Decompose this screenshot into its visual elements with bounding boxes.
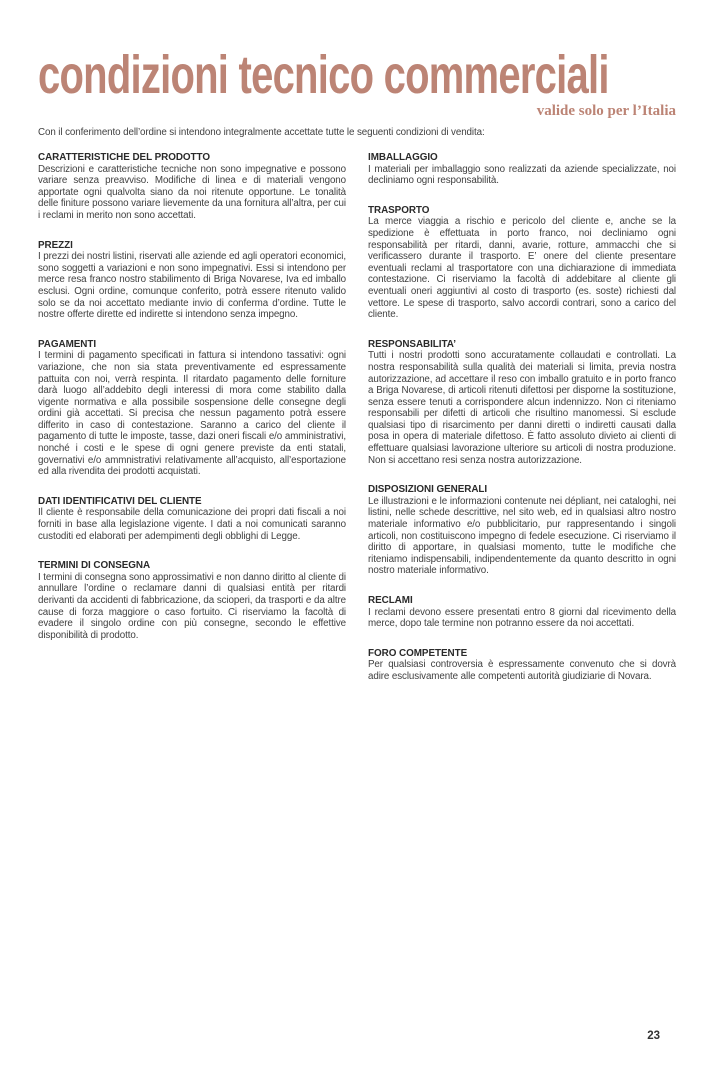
section-dati-identificativi-del-cliente <box>38 496 346 542</box>
section-trasporto <box>368 205 676 321</box>
section-body: Le illustrazioni e le informazioni contenute nei dépliant, nei cataloghi, nei listini, nelle schede descrittive, nel sito web, ed in qualsiasi altro nostro materiale informativo e/o pubblicitario, pur rappresentando i singoli articoli, non costituiscono impegno di fedele esecuzione. Ci riserviamo il diritto di apportare, in qualsiasi momento, tutte le modifiche che riteniamo indispensabili, indipendentemente da quanto descritto in ogni nostro materiale informativo. <box>368 495 676 577</box>
section-body: Tutti i nostri prodotti sono accuratamente collaudati e controllati. La nostra responsabilità sulla qualità dei materiali si limita, previa nostra autorizzazione, ad accettare il reso con imballo gratuito e in porto franco a Briga Novarese, di articoli ritenuti difettosi per disporne la sostituzione, senza essere tenuti a corrispondere alcun indennizzo. Non ci riteniamo responsabili per difetti di articoli che risultino manomessi. Si esclude qualsiasi tipo di risarcimento per danni diretti o indiretti causati dalla posa in opera di materiale difettoso. È fatto assoluto divieto ai clienti di effettuare qualsiasi lavorazione ulteriore su articoli di nostra produzione. Non si accettano resi senza nostra autorizzazione. <box>368 350 676 466</box>
section-reclami <box>368 595 676 630</box>
section-body: I materiali per imballaggio sono realizzati da aziende specializzate, noi decliniamo ogni responsabilità. <box>368 163 676 187</box>
section-imballaggio <box>368 152 676 187</box>
section-heading: DISPOSIZIONI GENERALI <box>368 484 488 496</box>
intro-line: Con il conferimento dell’ordine si intendono integralmente accettate tutte le seguenti condizioni di vendita: <box>38 127 485 138</box>
right-column <box>368 152 676 701</box>
section-heading: PREZZI <box>38 239 73 251</box>
section-caratteristiche-del-prodotto <box>38 152 346 222</box>
section-body: Per qualsiasi controversia è espressamente convenuto che si dovrà adire esclusivamente alle competenti autorità giudiziarie di Novara. <box>368 659 676 682</box>
section-heading: PAGAMENTI <box>38 338 97 350</box>
section-heading: RECLAMI <box>368 595 413 606</box>
section-heading: CARATTERISTICHE DEL PRODOTTO <box>38 152 210 163</box>
page-subtitle: valide solo per l’Italia <box>536 103 676 119</box>
section-body: I prezzi dei nostri listini, riservati alle aziende ed agli operatori economici, sono soggetti a variazioni e non sono impegnativi. Essi si intendono per merce resa franco nostro stabilimento di Briga Novarese, Iva ed imballo esclusi. Ogni ordine, comunque conferito, potrà essere ritenuto valido solo se da noi accettato mediante invio di conferma d’ordine. Tutte le nostre offerte dirette ed indirette si intendono senza impegno. <box>38 251 346 321</box>
page-title: condizioni tecnico commerciali <box>38 45 609 105</box>
section-heading: RESPONSABILITA’ <box>368 338 456 350</box>
section-heading: TRASPORTO <box>368 204 430 216</box>
section-heading: IMBALLAGGIO <box>368 152 438 163</box>
section-prezzi <box>38 240 346 321</box>
section-body: I termini di pagamento specificati in fattura si intendono tassativi: ogni variazione, che non sia stata preventivamente ed espressamente pattuita con noi, verrà respinta. Il ritardato pagamento delle forniture darà luogo all’addebito degli interessi di mora come stabilito dalla vigente normativa e alla possibile sospensione delle consegne degli ordini già accettati. Si precisa che nessun pagamento potrà essere differito in caso di contestazione. Saranno a carico del cliente il pagamento di tutte le imposte, tasse, dazi oneri fiscali e/o amministrativi, nonché i costi e le spese di ogni genere previste da enti statali, governativi e/o ammnistrativi relativamente all’acquisto, all’esportazione ed alla rivendita dei prodotti acquistati. <box>38 350 346 478</box>
section-foro-competente <box>368 648 676 683</box>
section-body: La merce viaggia a rischio e pericolo del cliente e, anche se la spedizione è effettuata in porto franco, noi decliniamo ogni responsabilità per ritardi, danni, avarie, rotture, ammacchi che si verificassero durante il trasporto. E’ onere del cliente presentare eventuali reclami al trasportatore con una dichiarazione di immediata contestazione. Ci riserviamo la facoltà di addebitare al cliente gli eventuali oneri aggiuntivi al costo di trasporto (es. soste) richiesti dal vettore. Le spese di trasporto, salvo accordi contrari, sono a carico del cliente. <box>368 216 676 321</box>
section-heading: TERMINI DI CONSEGNA <box>38 560 151 572</box>
section-body: Il cliente è responsabile della comunicazione dei propri dati fiscali a noi forniti in base alla legislazione vigente. I dati a noi comunicati saranno custoditi ed elaborati per adempimenti degli obblighi di Legge. <box>38 507 346 542</box>
section-heading: DATI IDENTIFICATIVI DEL CLIENTE <box>38 495 202 507</box>
section-body: Descrizioni e caratteristiche tecniche non sono impegnative e possono variare senza preavviso. Modifiche di linea e di materiali vengono apportate ogni qualvolta siano da noi ritenute opportune. Le tonalità delle finiture possono variare lievemente da una fornitura all’altra, per cui i reclami in merito non sono accettati. <box>38 163 346 221</box>
page-number: 23 <box>647 1030 660 1042</box>
section-termini-di-consegna <box>38 560 346 641</box>
section-body: I termini di consegna sono approssimativi e non danno diritto al cliente di annullare l’ordine o reclamare danni di qualsiasi entità per ritardi derivanti da accidenti di fabbricazione, da scioperi, da trasporti e da altre cause di forza maggiore o caso fortuito. Ci riserviamo la facoltà di evadere il singolo ordine con più consegne, secondo le effettive disponibilità di prodotto. <box>38 571 346 641</box>
section-body: I reclami devono essere presentati entro 8 giorni dal ricevimento della merce, dopo tale termine non potranno essere da noi accettati. <box>368 606 676 630</box>
section-responsabilita <box>368 339 676 467</box>
section-disposizioni-generali <box>368 484 676 577</box>
section-heading: FORO COMPETENTE <box>368 647 468 659</box>
left-column <box>38 152 346 701</box>
section-pagamenti <box>38 339 346 478</box>
content-columns <box>38 152 676 701</box>
